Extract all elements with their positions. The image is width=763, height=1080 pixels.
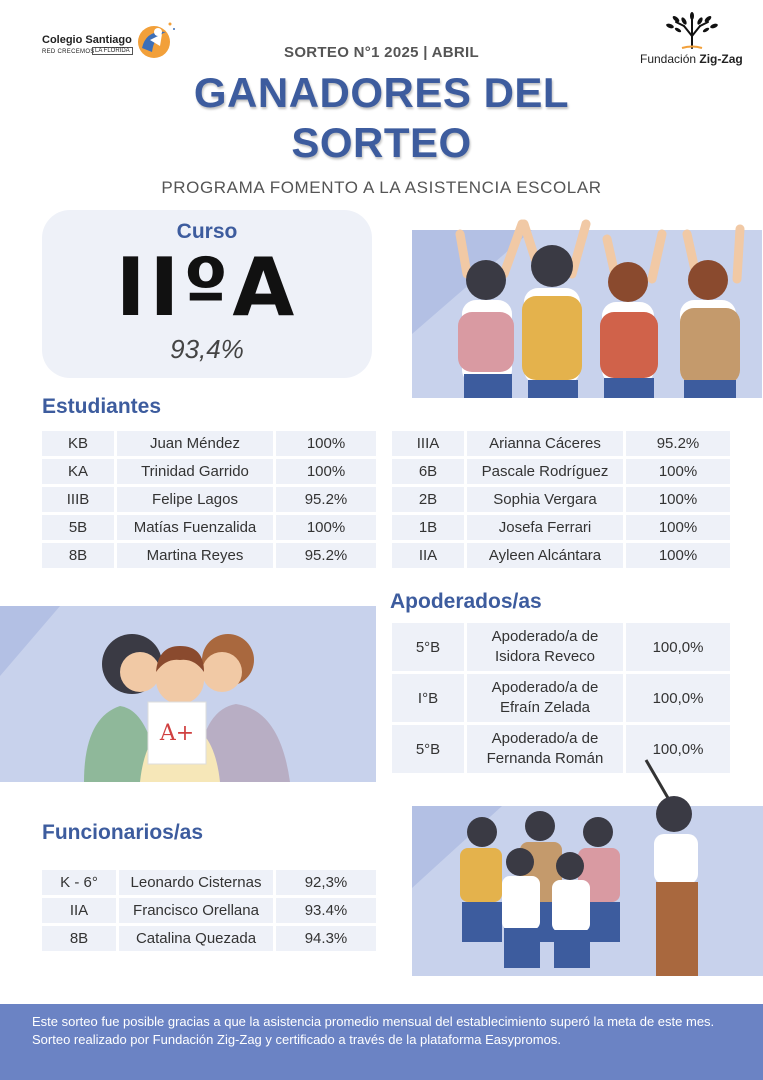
estudiantes-table-left [39, 428, 379, 571]
table-row [392, 459, 730, 484]
percent-cell: 100% [276, 431, 376, 456]
title-line-1: GANADORES DEL [193, 69, 570, 116]
table-row [392, 431, 730, 456]
course-cell: IIA [42, 898, 116, 923]
page-title [0, 68, 763, 168]
course-cell: 8B [42, 543, 114, 568]
course-cell: IIIB [42, 487, 114, 512]
course-cell: 5°B [392, 623, 464, 671]
table-row [42, 898, 376, 923]
foundation-logo [636, 12, 746, 72]
name-cell: Martina Reyes [117, 543, 273, 568]
name-cell: Trinidad Garrido [117, 459, 273, 484]
grade-paper-text: A+ [159, 721, 195, 746]
title-line-2: SORTEO [291, 119, 472, 166]
table-row [42, 543, 376, 568]
course-cell: IIIA [392, 431, 464, 456]
course-cell: I°B [392, 674, 464, 722]
foundation-name: Fundación Zig-Zag [640, 52, 743, 66]
course-cell: 6B [392, 459, 464, 484]
table-row [392, 487, 730, 512]
guardian-cell: Apoderado/a de Isidora Reveco [467, 623, 623, 671]
name-cell: Sophia Vergara [467, 487, 623, 512]
table-row [392, 515, 730, 540]
name-cell: Catalina Quezada [119, 926, 273, 951]
name-cell: Juan Méndez [117, 431, 273, 456]
course-cell: 8B [42, 926, 116, 951]
apoderados-heading: Apoderados/as [390, 590, 542, 613]
percent-cell: 100% [626, 487, 730, 512]
percent-cell: 100% [276, 459, 376, 484]
course-cell: KB [42, 431, 114, 456]
footer-note-1: Este sorteo fue posible gracias a que la asistencia promedio mensual del establecimiento superó la meta de este mes. [32, 1014, 715, 1029]
raffle-label: SORTEO N°1 2025 | ABRIL [284, 44, 479, 61]
table-row [42, 870, 376, 895]
table-row [42, 459, 376, 484]
table-row [392, 674, 730, 722]
table-row [392, 623, 730, 671]
table-row [42, 515, 376, 540]
curso-label: Curso [176, 220, 238, 243]
course-cell: 1B [392, 515, 464, 540]
apoderados-table [389, 620, 733, 776]
school-name: Colegio Santiago [42, 34, 132, 46]
curso-value: IIºA [115, 241, 299, 334]
percent-cell: 100% [626, 543, 730, 568]
course-cell: K - 6° [42, 870, 116, 895]
page-subtitle: PROGRAMA FOMENTO A LA ASISTENCIA ESCOLAR [161, 178, 602, 197]
footer [0, 1004, 763, 1080]
percent-cell: 93.4% [276, 898, 376, 923]
percent-cell: 100,0% [626, 674, 730, 722]
name-cell: Ayleen Alcántara [467, 543, 623, 568]
funcionarios-heading: Funcionarios/as [42, 821, 204, 844]
name-cell: Pascale Rodríguez [467, 459, 623, 484]
school-location: LA FLORIDA [92, 47, 133, 55]
school-tagline: RED CRECEMOS [42, 49, 95, 55]
percent-cell: 95.2% [626, 431, 730, 456]
table-row [42, 926, 376, 951]
course-cell: 2B [392, 487, 464, 512]
name-cell: Felipe Lagos [117, 487, 273, 512]
name-cell: Matías Fuenzalida [117, 515, 273, 540]
guardian-cell: Apoderado/a de Fernanda Román [467, 725, 623, 773]
table-row [392, 543, 730, 568]
guardian-cell: Apoderado/a de Efraín Zelada [467, 674, 623, 722]
students-illustration [412, 214, 762, 398]
table-row [42, 431, 376, 456]
percent-cell: 94.3% [276, 926, 376, 951]
percent-cell: 100% [276, 515, 376, 540]
family-illustration [0, 606, 376, 782]
name-cell: Josefa Ferrari [467, 515, 623, 540]
percent-cell: 100,0% [626, 623, 730, 671]
name-cell: Francisco Orellana [119, 898, 273, 923]
funcionarios-table [39, 867, 379, 954]
curso-percent: 93,4% [170, 334, 244, 364]
course-cell: 5B [42, 515, 114, 540]
classroom-illustration [412, 758, 763, 976]
footer-note-2: Sorteo realizado por Fundación Zig-Zag y certificado a través de la plataforma Easypromos. [32, 1032, 561, 1047]
table-row [42, 487, 376, 512]
course-cell: KA [42, 459, 114, 484]
name-cell: Arianna Cáceres [467, 431, 623, 456]
course-cell: IIA [392, 543, 464, 568]
percent-cell: 100% [626, 459, 730, 484]
percent-cell: 100,0% [626, 725, 730, 773]
percent-cell: 92,3% [276, 870, 376, 895]
percent-cell: 95.2% [276, 543, 376, 568]
course-cell: 5°B [392, 725, 464, 773]
name-cell: Leonardo Cisternas [119, 870, 273, 895]
estudiantes-table-right [389, 428, 733, 571]
percent-cell: 100% [626, 515, 730, 540]
estudiantes-heading: Estudiantes [42, 395, 162, 418]
percent-cell: 95.2% [276, 487, 376, 512]
